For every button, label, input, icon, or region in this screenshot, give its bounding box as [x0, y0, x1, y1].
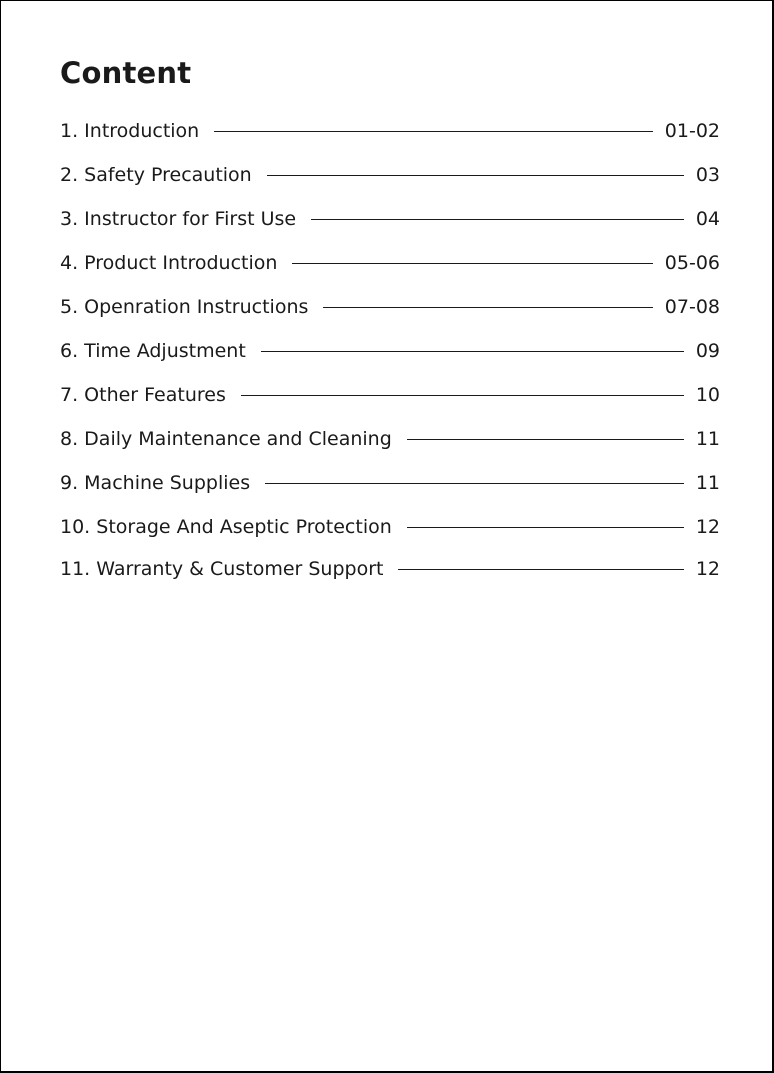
toc-entry-label: 8. Daily Maintenance and Cleaning: [60, 428, 392, 450]
toc-leader-line: [311, 219, 684, 220]
toc-entry-storage-protection: [60, 512, 720, 542]
toc-leader-line: [407, 527, 684, 528]
toc-page-number: 04: [695, 208, 720, 230]
toc-entry-label: 2. Safety Precaution: [60, 164, 252, 186]
toc-page-number: 03: [695, 164, 720, 186]
toc-entry-label: 9. Machine Supplies: [60, 472, 251, 494]
toc-leader-line: [398, 569, 683, 570]
toc-page-number: 12: [695, 558, 720, 580]
page-title: Content: [60, 56, 192, 90]
toc-page-number: 09: [695, 340, 720, 362]
toc-entry-introduction: [60, 116, 720, 146]
toc-entry-product-introduction: [60, 248, 720, 278]
toc-page-number: 07-08: [664, 296, 720, 318]
toc-entry-label: 6. Time Adjustment: [60, 340, 246, 362]
toc-entry-label: 4. Product Introduction: [60, 252, 278, 274]
toc-page-number: 11: [695, 428, 720, 450]
toc-entry-label: 10. Storage And Aseptic Protection: [60, 516, 392, 538]
toc-entry-machine-supplies: [60, 468, 720, 498]
toc-entry-first-use: [60, 204, 720, 234]
toc-leader-line: [265, 483, 684, 484]
toc-entry-operation-instructions: [60, 292, 720, 322]
toc-entry-safety-precaution: [60, 160, 720, 190]
toc-page-number: 05-06: [664, 252, 720, 274]
toc-entry-label: 5. Openration Instructions: [60, 296, 309, 318]
toc-page-number: 12: [695, 516, 720, 538]
toc-leader-line: [323, 307, 652, 308]
toc-entry-daily-maintenance: [60, 424, 720, 454]
toc-leader-line: [261, 351, 684, 352]
toc-leader-line: [407, 439, 684, 440]
toc-leader-line: [214, 131, 653, 132]
toc-entry-label: 11. Warranty & Customer Support: [60, 558, 384, 580]
toc-leader-line: [267, 175, 684, 176]
toc-page-number: 11: [695, 472, 720, 494]
toc-entry-label: 3. Instructor for First Use: [60, 208, 297, 230]
toc-entry-label: 1. Introduction: [60, 120, 200, 142]
toc-entry-label: 7. Other Features: [60, 384, 226, 406]
toc-entry-time-adjustment: [60, 336, 720, 366]
toc-entry-other-features: [60, 380, 720, 410]
toc-leader-line: [241, 395, 684, 396]
toc-page-number: 01-02: [664, 120, 720, 142]
toc-leader-line: [292, 263, 652, 264]
toc-entry-warranty-support: [60, 554, 720, 584]
toc-page-number: 10: [695, 384, 720, 406]
